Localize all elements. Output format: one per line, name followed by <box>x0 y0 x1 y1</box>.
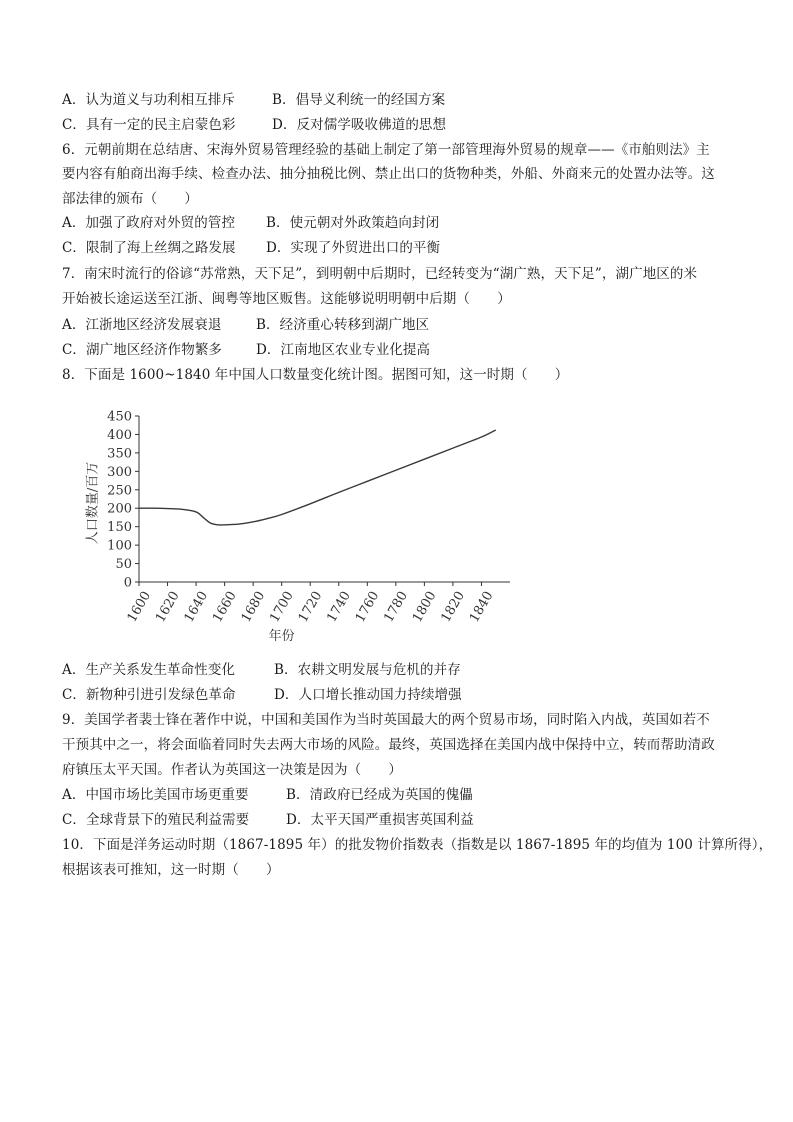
x-tick-group <box>125 582 497 625</box>
q7-option-d[interactable]: D．江南地区农业专业化提高 <box>256 342 431 358</box>
q6-option-d[interactable]: D．实现了外贸进出口的平衡 <box>266 240 441 256</box>
q7-options-row-1 <box>62 316 430 334</box>
y-tick-label: 150 <box>107 520 132 536</box>
q9-stem-line-2: 干预其中之一，将会面临着同时失去两大市场的风险。最终，英国选择在美国内战中保持中立，转而帮助清政 <box>62 737 715 753</box>
q6-options-row-1 <box>62 214 440 232</box>
x-axis-label: 年份 <box>268 629 295 644</box>
q5-options-row-2 <box>62 116 447 134</box>
q9-option-d[interactable]: D．太平天国严重损害英国利益 <box>286 812 474 828</box>
q6-option-c[interactable]: C．限制了海上丝绸之路发展 <box>62 240 236 256</box>
x-tick-label: 1620 <box>153 588 183 626</box>
q8-option-c[interactable]: C．新物种引进引发绿色革命 <box>62 687 236 703</box>
q9-option-a[interactable]: A．中国市场比美国市场更重要 <box>62 787 249 803</box>
q8-option-d[interactable]: D．人口增长推动国力持续增强 <box>274 687 462 703</box>
q5-options-row-1 <box>62 91 446 109</box>
q7-option-b[interactable]: B．经济重心转移到湖广地区 <box>256 317 430 333</box>
x-tick-label: 1760 <box>352 588 383 626</box>
y-tick-label: 100 <box>107 538 132 554</box>
q7-option-a[interactable]: A．江浙地区经济发展衰退 <box>62 317 222 333</box>
x-tick-label: 1820 <box>438 588 469 626</box>
y-tick-label: 400 <box>107 427 132 443</box>
q9-options-row-2 <box>62 811 474 829</box>
q7-options-row-2 <box>62 341 431 359</box>
population-line-chart <box>75 400 535 650</box>
x-tick-label: 1720 <box>295 588 326 626</box>
q6-stem-line-2: 要内容有舶商出海手续、检查办法、抽分抽税比例、禁止出口的货物种类，外船、外商来元的处置办法等。这 <box>62 166 715 182</box>
q6-option-a[interactable]: A．加强了政府对外贸的管控 <box>62 215 236 231</box>
y-axis-label: 人口数量/百万 <box>85 461 101 545</box>
x-tick-label: 1740 <box>324 588 354 626</box>
q9-stem-line-1: 9．美国学者裴士锋在著作中说，中国和美国作为当时英国最大的两个贸易市场，同时陷入内战，英国如若不 <box>62 712 710 728</box>
q9-stem-line-3: 府镇压太平天国。作者认为英国这一决策是因为（ ） <box>62 762 402 778</box>
y-tick-label: 50 <box>115 557 132 573</box>
y-tick-label: 350 <box>107 446 132 462</box>
q8-options-row-1 <box>62 661 461 679</box>
y-tick-label: 450 <box>107 409 132 425</box>
x-tick-label: 1800 <box>409 588 440 626</box>
x-tick-label: 1640 <box>181 588 212 626</box>
q7-option-c[interactable]: C．湖广地区经济作物繁多 <box>62 342 223 358</box>
x-tick-label: 1840 <box>467 588 497 626</box>
q5-option-a[interactable]: A．认为道义与功利相互排斥 <box>62 92 236 108</box>
q7-stem-line-2: 开始被长途运送至江浙、闽粤等地区贩售。这能够说明明朝中后期（ ） <box>62 291 511 307</box>
q9-options-row-1 <box>62 786 473 804</box>
q5-option-c[interactable]: C．具有一定的民主启蒙色彩 <box>62 117 236 133</box>
q6-option-b[interactable]: B．使元朝对外政策趋向封闭 <box>266 215 440 231</box>
q8-option-b[interactable]: B．农耕文明发展与危机的并存 <box>274 662 461 678</box>
q9-option-c[interactable]: C．全球背景下的殖民利益需要 <box>62 812 250 828</box>
y-tick-label: 250 <box>107 483 132 499</box>
x-tick-label: 1700 <box>267 588 297 626</box>
q8-options-row-2 <box>62 686 462 704</box>
q7-stem-line-1: 7．南宋时流行的俗谚“苏常熟，天下足”，到明朝中后期时，已经转变为“湖广熟，天下足”，湖广地区的米 <box>62 266 698 282</box>
y-tick-label: 0 <box>123 575 132 591</box>
x-tick-label: 1660 <box>210 588 240 626</box>
y-tick-label: 200 <box>107 501 132 517</box>
q6-stem-line-3: 部法律的颁布（ ） <box>62 191 198 207</box>
q9-option-b[interactable]: B．清政府已经成为英国的傀儡 <box>286 787 473 803</box>
q5-option-b[interactable]: B．倡导义利统一的经国方案 <box>272 92 446 108</box>
y-tick-label: 300 <box>107 464 132 480</box>
q6-stem-line-1: 6．元朝前期在总结唐、宋海外贸易管理经验的基础上制定了第一部管理海外贸易的规章——《市舶则法》主 <box>62 142 710 158</box>
q10-stem-line-1: 10．下面是洋务运动时期（1867-1895 年）的批发物价指数表（指数是以 1867-1895 年的均值为 100 计算所得）， <box>62 837 773 853</box>
y-tick-group <box>107 410 139 591</box>
population-series-line <box>139 430 496 525</box>
q5-option-d[interactable]: D．反对儒学吸收佛道的思想 <box>272 117 447 133</box>
q6-options-row-2 <box>62 239 441 257</box>
x-tick-label: 1780 <box>381 588 411 626</box>
x-tick-label: 1680 <box>238 588 269 626</box>
q8-stem-line-1: 8．下面是 1600~1840 年中国人口数量变化统计图。据图可知，这一时期（ ） <box>62 367 569 383</box>
x-tick-label: 1600 <box>124 588 155 626</box>
q8-option-a[interactable]: A．生产关系发生革命性变化 <box>62 662 236 678</box>
q10-stem-line-2: 根据该表可推知，这一时期（ ） <box>62 862 280 878</box>
